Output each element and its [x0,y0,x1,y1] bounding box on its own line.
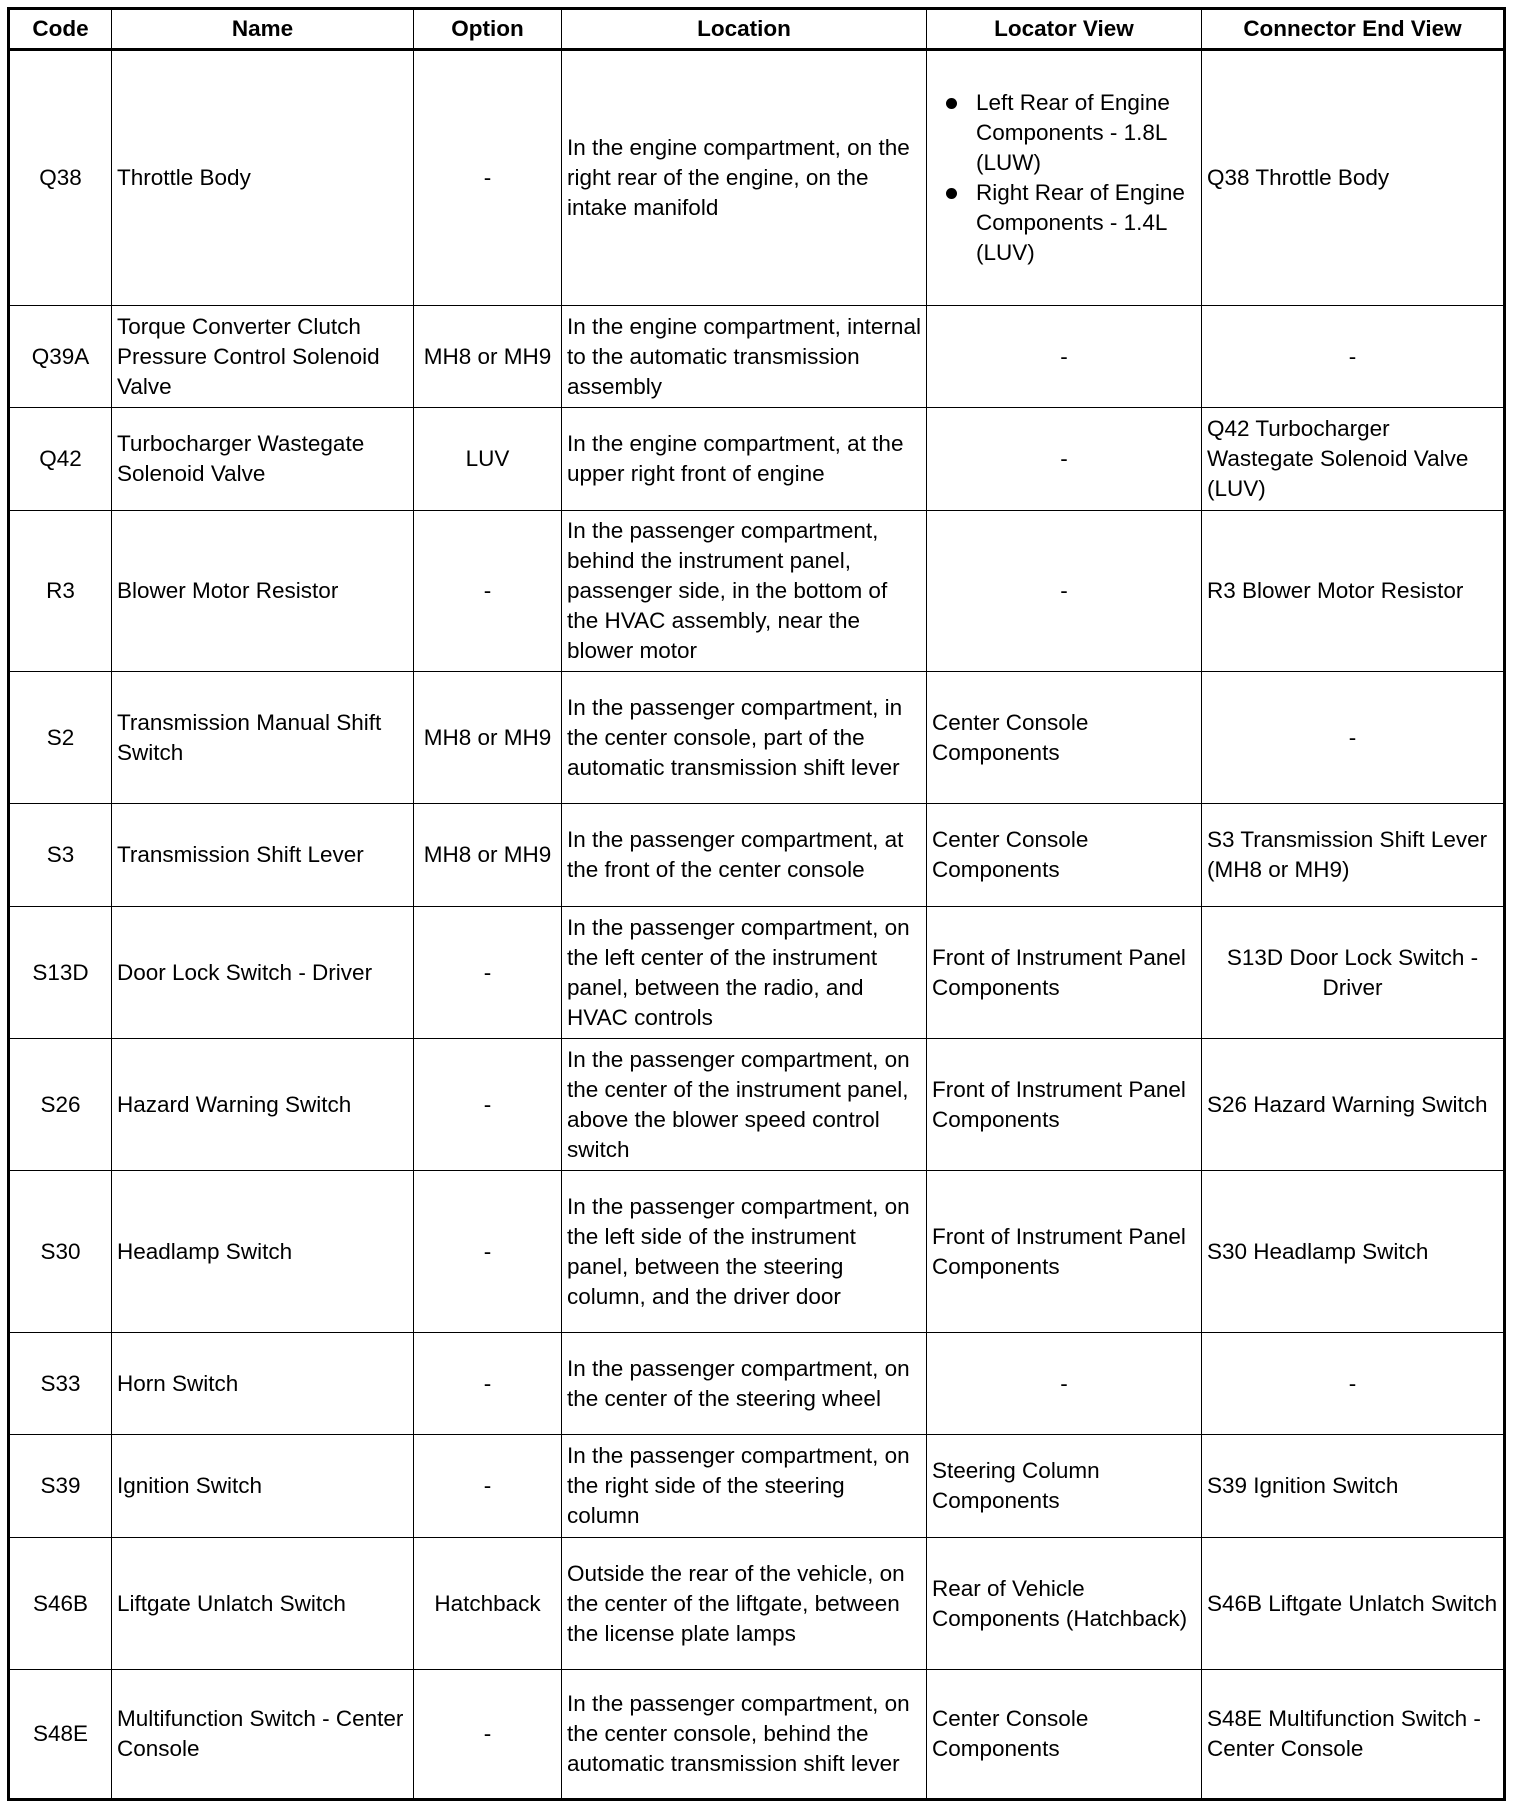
cell-name: Door Lock Switch - Driver [112,907,414,1039]
cell-option: - [414,1333,562,1435]
header-row [9,9,1505,50]
cell-option: - [414,1670,562,1800]
cell-locator: Front of Instrument Panel Components [927,1171,1202,1333]
cell-locator: - [927,511,1202,672]
cell-locator: Steering Column Components [927,1435,1202,1538]
cell-location: In the passenger compartment, on the left center of the instrument panel, between the radio, and HVAC controls [562,907,927,1039]
cell-option: Hatchback [414,1538,562,1670]
table-row [9,1538,1505,1670]
cell-name: Liftgate Unlatch Switch [112,1538,414,1670]
cell-option: - [414,511,562,672]
cell-locator: Front of Instrument Panel Components [927,1039,1202,1171]
locator-item: Right Rear of Engine Components - 1.4L (LUV) [976,178,1196,268]
cell-code: S48E [9,1670,112,1800]
cell-connector: - [1202,306,1505,408]
cell-connector: Q42 Turbocharger Wastegate Solenoid Valve (LUV) [1202,408,1505,511]
cell-option: - [414,50,562,306]
cell-code: S46B [9,1538,112,1670]
header-location: Location [562,9,927,50]
cell-code: Q39A [9,306,112,408]
cell-locator: - [927,408,1202,511]
cell-option: MH8 or MH9 [414,306,562,408]
cell-location: In the passenger compartment, on the center of the steering wheel [562,1333,927,1435]
table-row [9,1670,1505,1800]
cell-option: MH8 or MH9 [414,672,562,804]
header-locator-view: Locator View [927,9,1202,50]
cell-option: - [414,1435,562,1538]
cell-name: Turbocharger Wastegate Solenoid Valve [112,408,414,511]
cell-locator: Center Console Components [927,672,1202,804]
cell-name: Ignition Switch [112,1435,414,1538]
cell-connector: S48E Multifunction Switch - Center Console [1202,1670,1505,1800]
cell-locator: Center Console Components [927,1670,1202,1800]
cell-connector: - [1202,672,1505,804]
cell-name: Torque Converter Clutch Pressure Control Solenoid Valve [112,306,414,408]
cell-location: In the passenger compartment, on the center console, behind the automatic transmission shift lever [562,1670,927,1800]
cell-location: In the engine compartment, on the right rear of the engine, on the intake manifold [562,50,927,306]
cell-locator: - [927,1333,1202,1435]
cell-connector: Q38 Throttle Body [1202,50,1505,306]
cell-code: S39 [9,1435,112,1538]
header-name: Name [112,9,414,50]
table-row [9,511,1505,672]
cell-name: Blower Motor Resistor [112,511,414,672]
cell-code: S26 [9,1039,112,1171]
cell-option: - [414,1171,562,1333]
cell-connector: - [1202,1333,1505,1435]
locator-item: Left Rear of Engine Components - 1.8L (LUW) [976,88,1196,178]
cell-location: In the passenger compartment, behind the instrument panel, passenger side, in the bottom of the HVAC assembly, near the blower motor [562,511,927,672]
cell-connector: S46B Liftgate Unlatch Switch [1202,1538,1505,1670]
component-locator-table [7,7,1506,1801]
cell-location: In the passenger compartment, at the front of the center console [562,804,927,907]
cell-option: MH8 or MH9 [414,804,562,907]
cell-locator: - [927,306,1202,408]
cell-code: S3 [9,804,112,907]
cell-code: Q42 [9,408,112,511]
cell-connector: R3 Blower Motor Resistor [1202,511,1505,672]
table-row [9,1039,1505,1171]
cell-locator [927,50,1202,306]
cell-connector: S39 Ignition Switch [1202,1435,1505,1538]
cell-code: Q38 [9,50,112,306]
cell-code: R3 [9,511,112,672]
cell-connector: S13D Door Lock Switch - Driver [1202,907,1505,1039]
cell-option: - [414,1039,562,1171]
header-option: Option [414,9,562,50]
header-connector-end-view: Connector End View [1202,9,1505,50]
cell-code: S2 [9,672,112,804]
cell-location: In the passenger compartment, on the right side of the steering column [562,1435,927,1538]
cell-name: Headlamp Switch [112,1171,414,1333]
table-row [9,672,1505,804]
cell-location: Outside the rear of the vehicle, on the center of the liftgate, between the license plate lamps [562,1538,927,1670]
table-row [9,907,1505,1039]
cell-name: Multifunction Switch - Center Console [112,1670,414,1800]
cell-locator: Center Console Components [927,804,1202,907]
cell-option: LUV [414,408,562,511]
table-row [9,1435,1505,1538]
cell-location: In the engine compartment, at the upper right front of engine [562,408,927,511]
table-row [9,804,1505,907]
cell-connector: S30 Headlamp Switch [1202,1171,1505,1333]
locator-list [932,88,1196,268]
cell-connector: S26 Hazard Warning Switch [1202,1039,1505,1171]
cell-code: S13D [9,907,112,1039]
table-row [9,306,1505,408]
cell-location: In the passenger compartment, on the left side of the instrument panel, between the steering column, and the driver door [562,1171,927,1333]
cell-name: Hazard Warning Switch [112,1039,414,1171]
cell-name: Transmission Shift Lever [112,804,414,907]
cell-location: In the engine compartment, internal to the automatic transmission assembly [562,306,927,408]
cell-connector: S3 Transmission Shift Lever (MH8 or MH9) [1202,804,1505,907]
cell-code: S33 [9,1333,112,1435]
table-row [9,1171,1505,1333]
cell-name: Throttle Body [112,50,414,306]
table-row [9,408,1505,511]
cell-name: Horn Switch [112,1333,414,1435]
cell-option: - [414,907,562,1039]
cell-locator: Front of Instrument Panel Components [927,907,1202,1039]
cell-location: In the passenger compartment, on the center of the instrument panel, above the blower speed control switch [562,1039,927,1171]
cell-name: Transmission Manual Shift Switch [112,672,414,804]
header-code: Code [9,9,112,50]
cell-code: S30 [9,1171,112,1333]
cell-location: In the passenger compartment, in the center console, part of the automatic transmission shift lever [562,672,927,804]
table-row [9,1333,1505,1435]
table-row [9,50,1505,306]
cell-locator: Rear of Vehicle Components (Hatchback) [927,1538,1202,1670]
